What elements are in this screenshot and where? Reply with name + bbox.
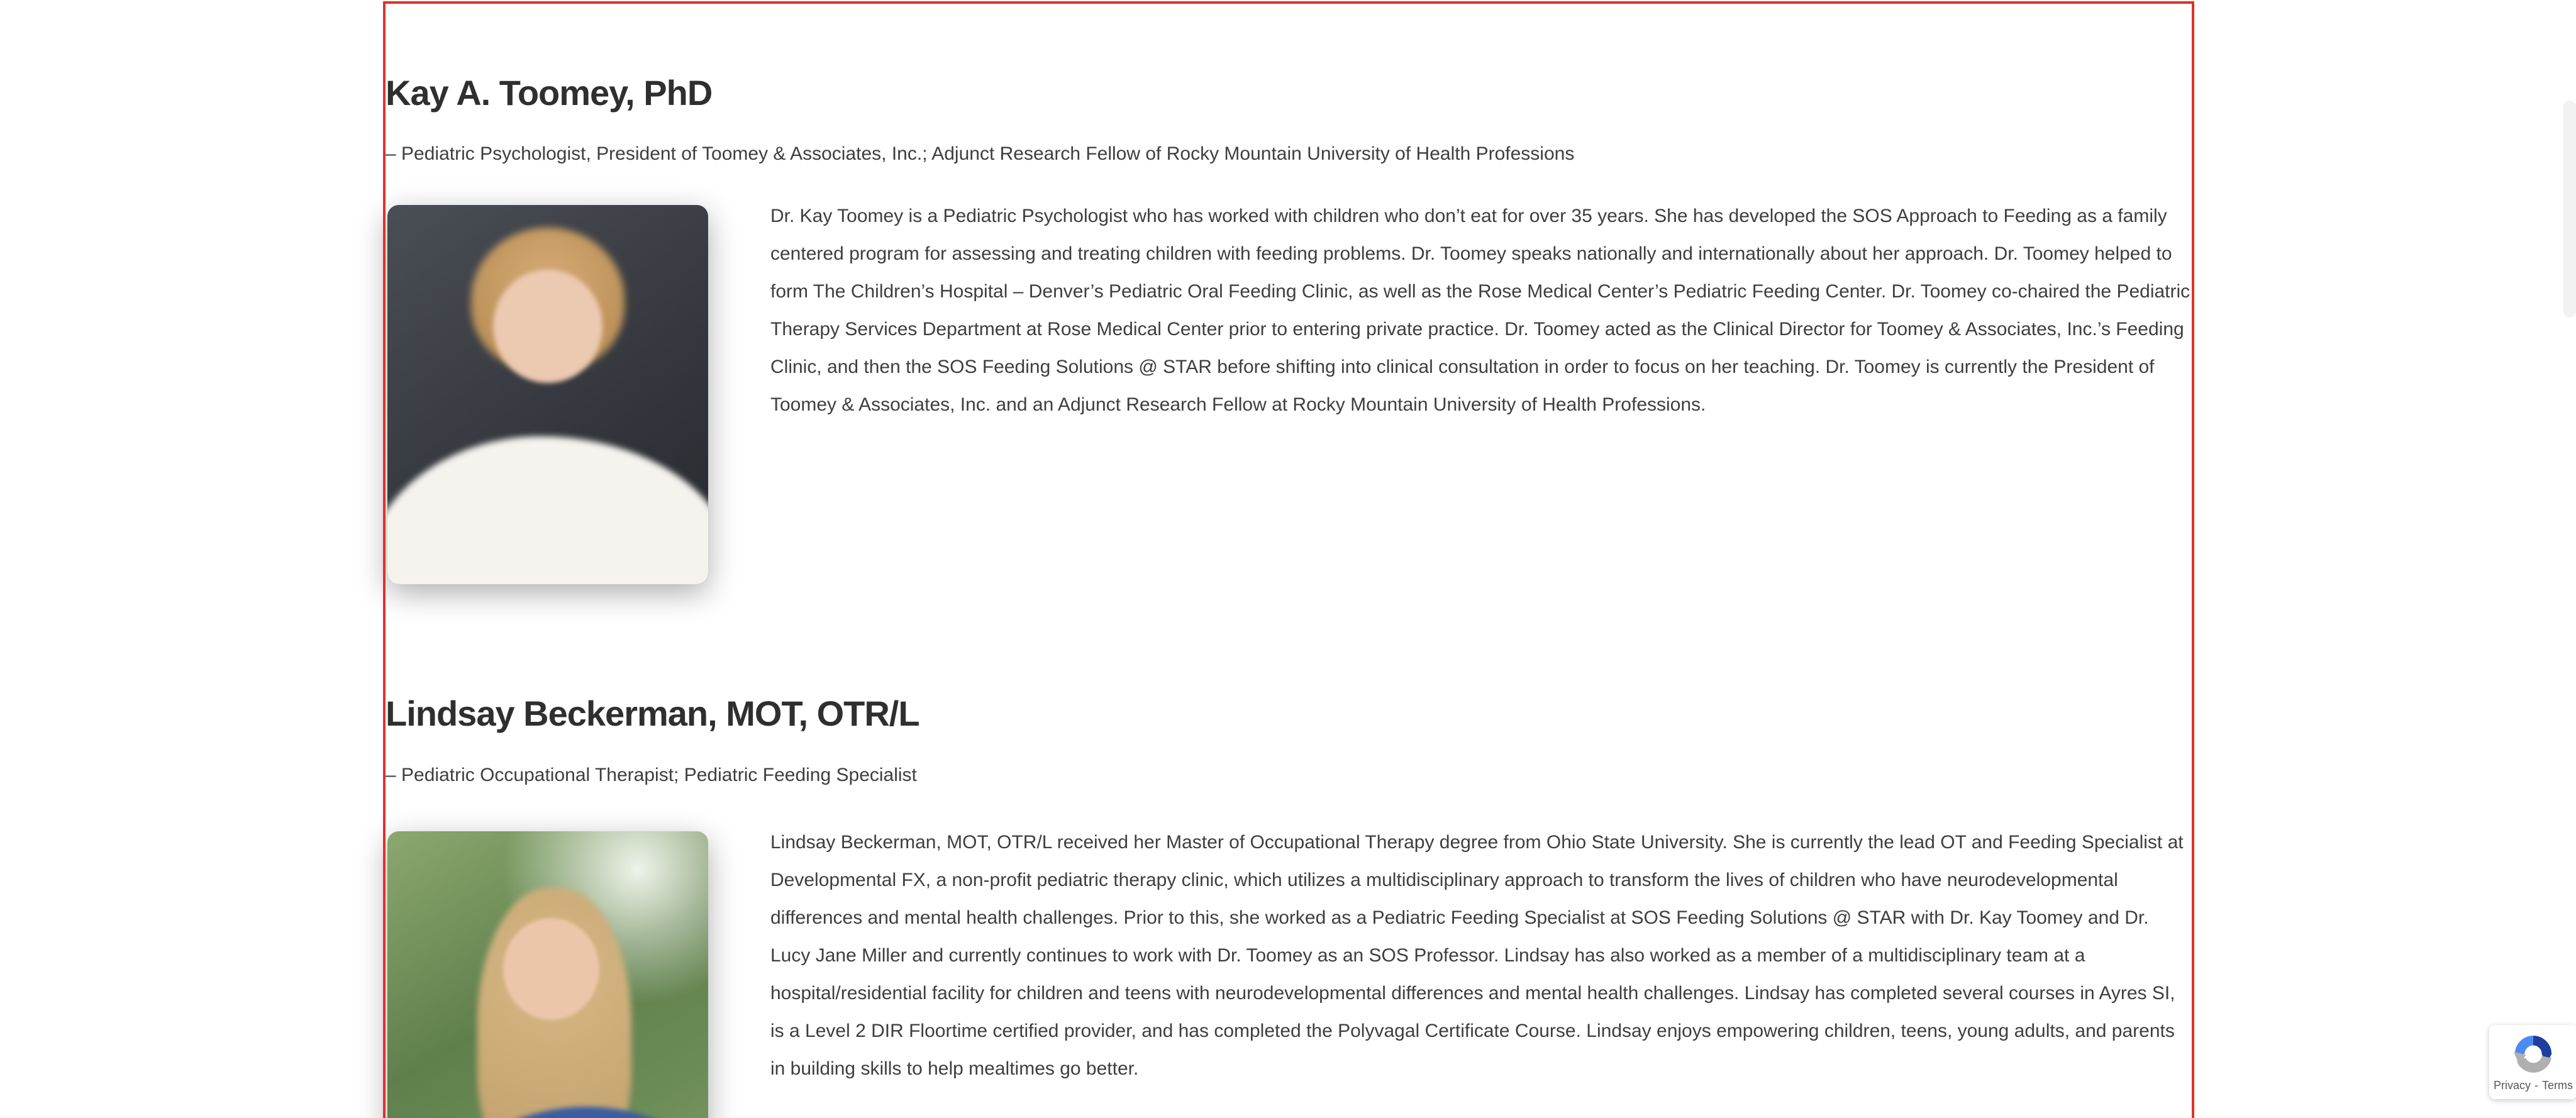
- profile-bio: Dr. Kay Toomey is a Pediatric Psychologist who has worked with children who don’t eat for over 35 years. She has developed the SOS Approach to Feeding as a family centered program for assessing and treating children with feeding problems. Dr. Toomey speaks nationally and internationally about her approach. Dr. Toomey helped to form The Children’s Hospital – Denver’s Pediatric Oral Feeding Clinic, as well as the Rose Medical Center’s Pediatric Feeding Center. Dr. Toomey co-chaired the Pediatric Therapy Services Department at Rose Medical Center prior to entering private practice. Dr. Toomey acted as the Clinical Director for Toomey & Associates, Inc.’s Feeding Clinic, and then the SOS Feeding Solutions @ STAR before shifting into clinical consultation in order to focus on her teaching. Dr. Toomey is currently the President of Toomey & Associates, Inc. and an Adjunct Research Fellow at Rocky Mountain University of Health Professions.: [770, 206, 2190, 415]
- profile-photo-kay-toomey: [387, 205, 708, 584]
- recaptcha-icon: [2509, 1029, 2557, 1077]
- recaptcha-privacy-terms: [2494, 1079, 2573, 1092]
- terms-link[interactable]: Terms: [2542, 1079, 2573, 1092]
- photo-shirt-shape: [439, 1107, 708, 1118]
- profile-name: Lindsay Beckerman, MOT, OTR/L: [386, 694, 919, 733]
- vertical-scrollbar-thumb[interactable]: [2563, 101, 2576, 318]
- profile-role: – Pediatric Occupational Therapist; Pediatric Feeding Specialist: [386, 765, 917, 785]
- privacy-terms-separator: -: [2534, 1079, 2538, 1092]
- profile-role: – Pediatric Psychologist, President of Toomey & Associates, Inc.; Adjunct Research Fellow of Rocky Mountain University of Health Professions: [386, 143, 1575, 164]
- profile-bio: Lindsay Beckerman, MOT, OTR/L received her Master of Occupational Therapy degree from Ohio State University. She is currently the lead OT and Feeding Specialist at Developmental FX, a non-profit pediatric therapy clinic, which utilizes a multidisciplinary approach to transform the lives of children who have neurodevelopmental differences and mental health challenges. Prior to this, she worked as a Pediatric Feeding Specialist at SOS Feeding Solutions @ STAR with Dr. Kay Toomey and Dr. Lucy Jane Miller and currently continues to work with Dr. Toomey as an SOS Professor. Lindsay has also worked as a member of a multidisciplinary team at a hospital/residential facility for children and teens with neurodevelopmental differences and mental health challenges. Lindsay has completed several courses in Ayres SI, is a Level 2 DIR Floortime certified provider, and has completed the Polyvagal Certificate Course. Lindsay enjoys empowering children, teens, young adults, and parents in building skills to help mealtimes go better.: [770, 832, 2184, 1079]
- privacy-link[interactable]: Privacy: [2493, 1079, 2531, 1092]
- photo-face-shape: [493, 270, 602, 384]
- profile-photo-lindsay-beckerman: [387, 831, 708, 1118]
- photo-face-shape: [503, 918, 599, 1020]
- recaptcha-badge[interactable]: [2489, 1025, 2576, 1099]
- photo-jacket-shape: [387, 436, 708, 584]
- profile-name: Kay A. Toomey, PhD: [386, 73, 713, 113]
